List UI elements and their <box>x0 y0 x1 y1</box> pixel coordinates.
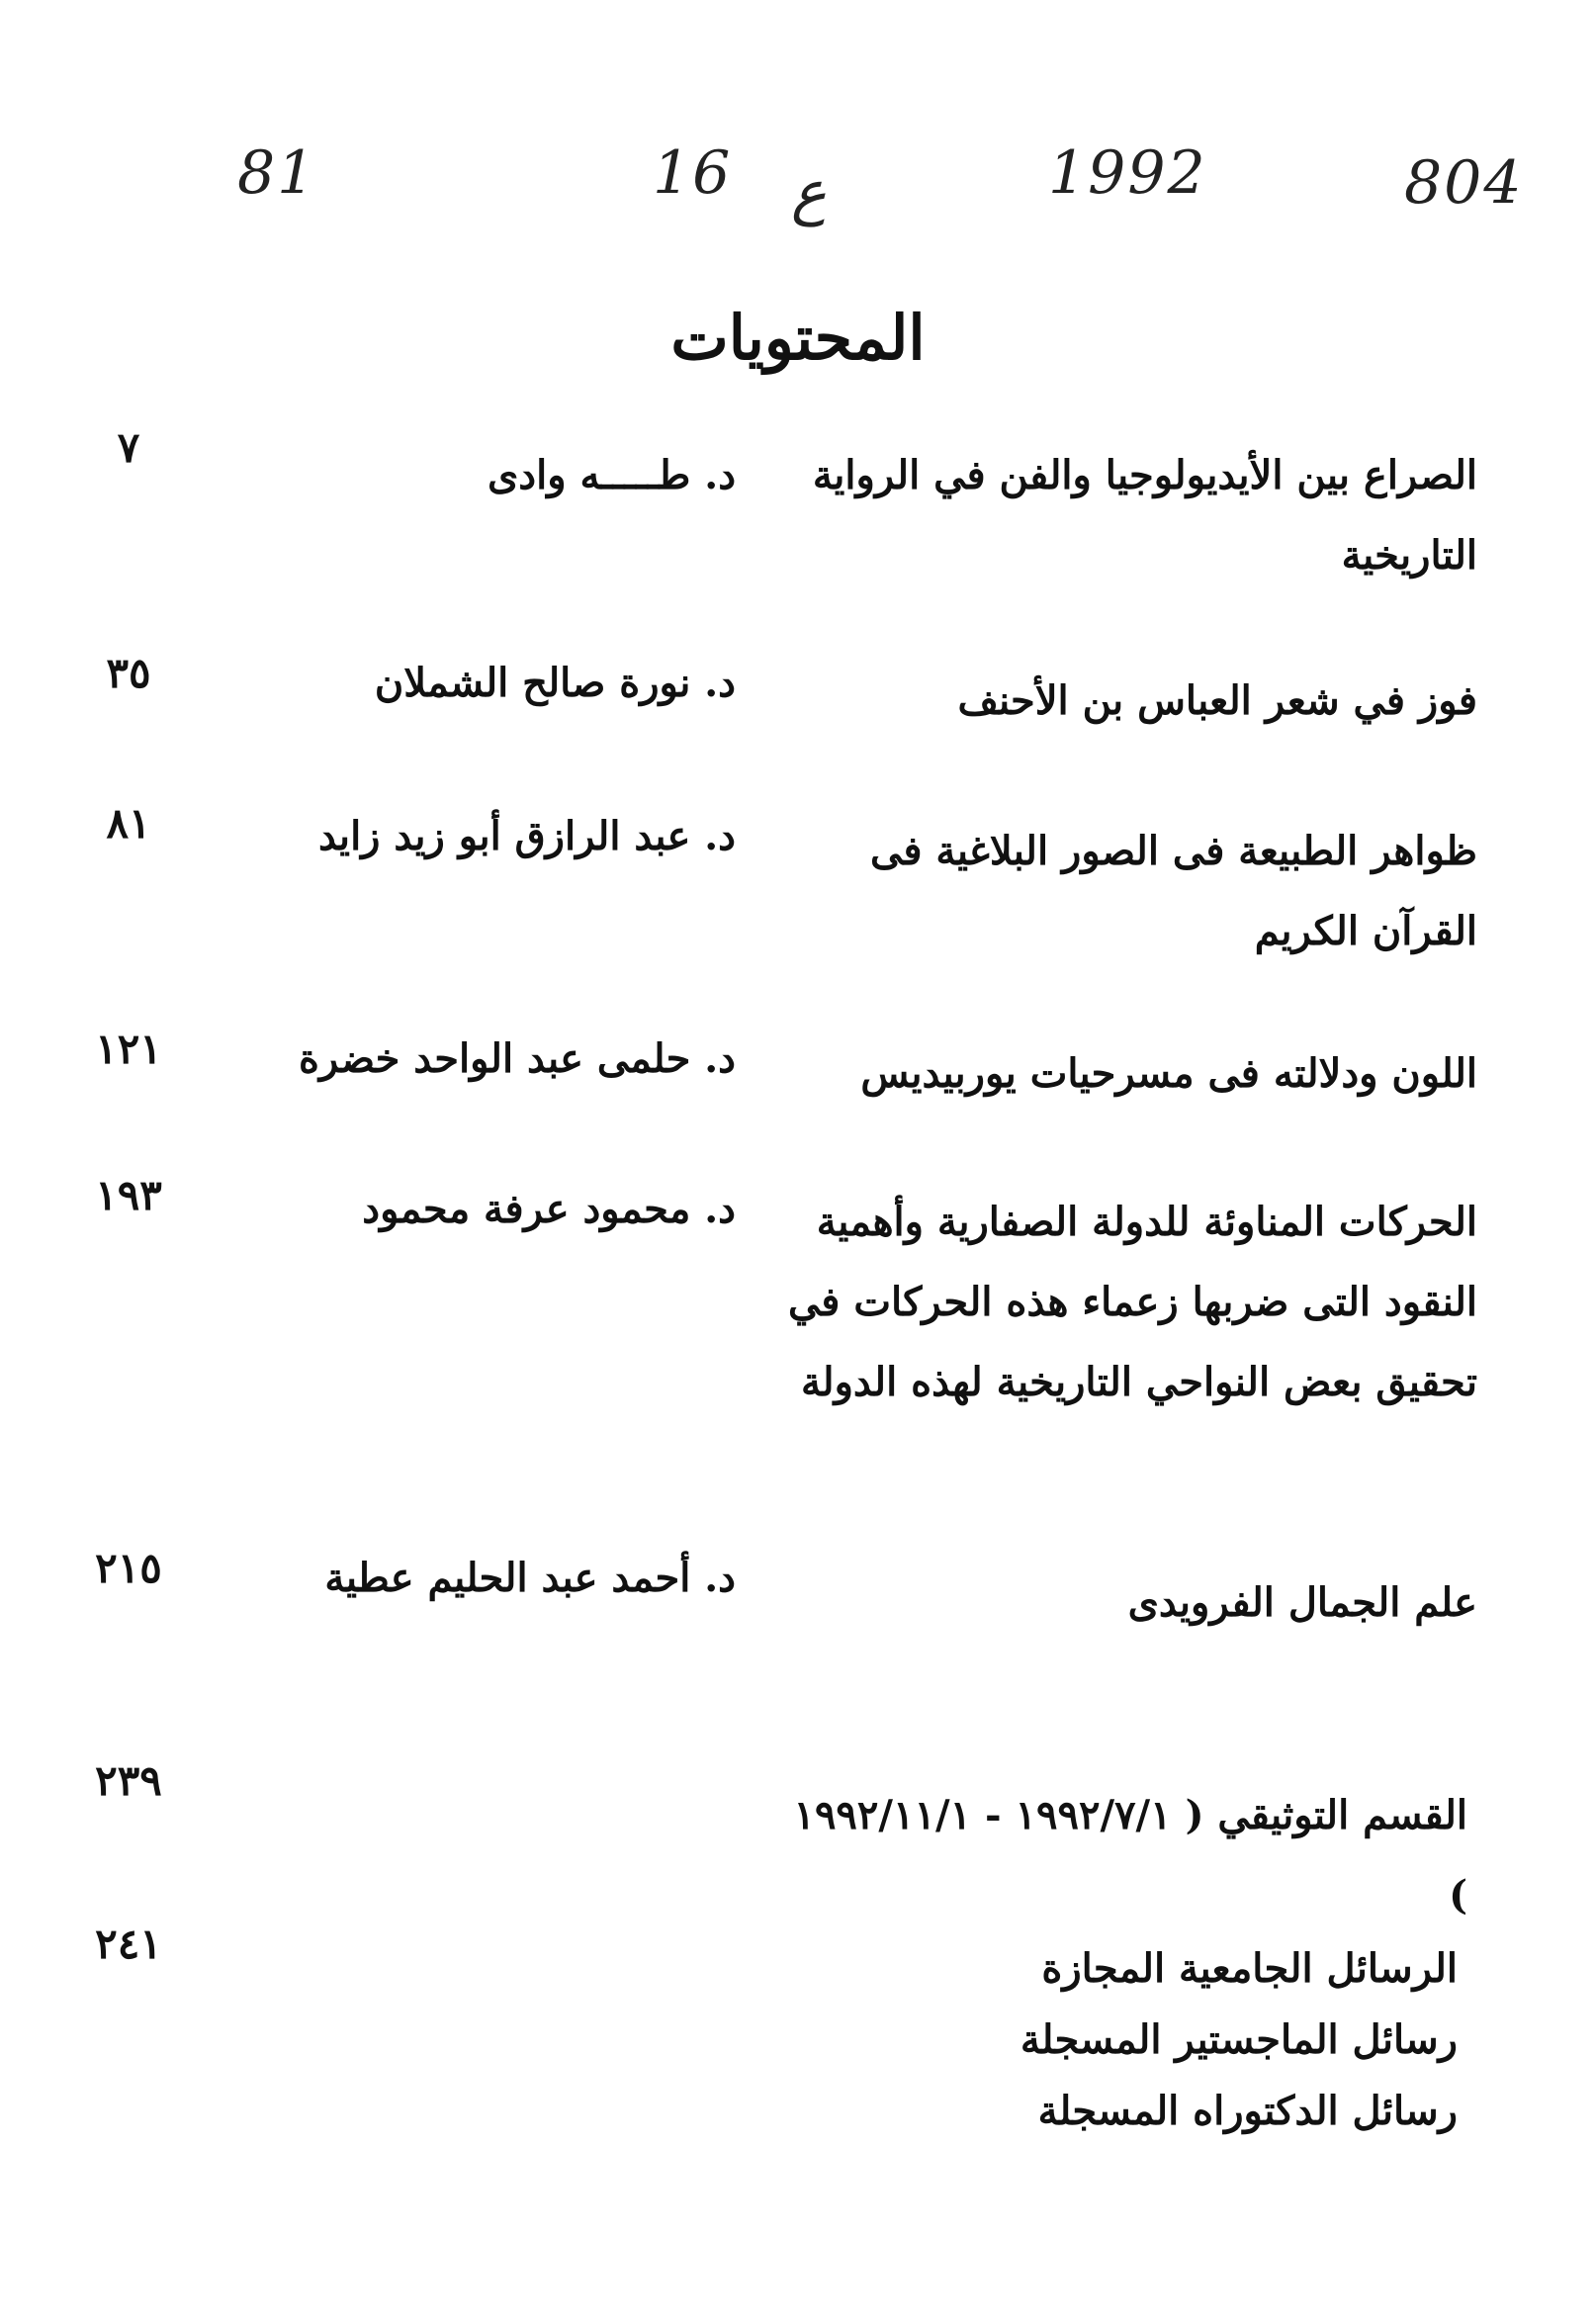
handwritten-mark-1: 81 <box>237 138 317 208</box>
page-title: المحتويات <box>670 302 926 374</box>
handwritten-mark-2: 16 <box>653 138 733 208</box>
entry-title: علم الجمال الفرويدى <box>1127 1579 1477 1626</box>
entry-page-number: ٧ <box>117 423 140 472</box>
entry-page-number: ١٩٣ <box>95 1171 162 1219</box>
entry-title: اللون ودلالته فى مسرحيات يوربيديس <box>860 1050 1477 1097</box>
entry-author: د. محمود عرفة محمود <box>362 1186 736 1232</box>
entry-title: الحركات المناوئة للدولة الصفارية وأهمية النقود التى ضربها زعماء هذه الحركات في تحقيق بعض النواحي التاريخية لهذه الدولة <box>787 1199 1477 1405</box>
entry-title: ظواهر الطبيعة فى الصور البلاغية فى القرآن الكريم <box>870 828 1477 954</box>
documentation-sub-page-number: ٢٤١ <box>95 1920 162 1968</box>
handwritten-mark-3: ع <box>791 158 827 227</box>
documentation-item: رسائل الماجستير المسجلة <box>1020 2016 1458 2063</box>
entry-author: د. حلمى عبد الواحد خضرة <box>298 1035 736 1082</box>
handwritten-mark-4: 1992 <box>1048 138 1207 208</box>
entry-author: د. نورة صالح الشملان <box>374 660 736 706</box>
handwritten-mark-5: 804 <box>1404 148 1524 218</box>
documentation-title: القسم التوثيقي ( ١٩٩٢/٧/١ - ١٩٩٢/١١/١ ) <box>793 1792 1467 1919</box>
entry-page-number: ٢١٥ <box>95 1544 162 1592</box>
entry-author: د. عبد الرازق أبو زيد زايد <box>317 813 736 859</box>
documentation-item: رسائل الدكتوراه المسجلة <box>1037 2088 1458 2134</box>
documentation-item: الرسائل الجامعية المجازة <box>1041 1945 1458 1992</box>
entry-author: د. أحمد عبد الحليم عطية <box>324 1555 736 1601</box>
entry-author: د. طـــــه وادى <box>487 452 736 498</box>
entry-page-number: ٨١ <box>106 799 151 848</box>
entry-title: الصراع بين الأيديولوجيا والفن في الرواية التاريخية <box>812 452 1477 579</box>
entry-title: فوز في شعر العباس بن الأحنف <box>957 677 1477 724</box>
entry-page-number: ٣٥ <box>106 649 151 697</box>
documentation-page-number: ٢٣٩ <box>95 1756 162 1805</box>
entry-page-number: ١٢١ <box>95 1025 162 1073</box>
